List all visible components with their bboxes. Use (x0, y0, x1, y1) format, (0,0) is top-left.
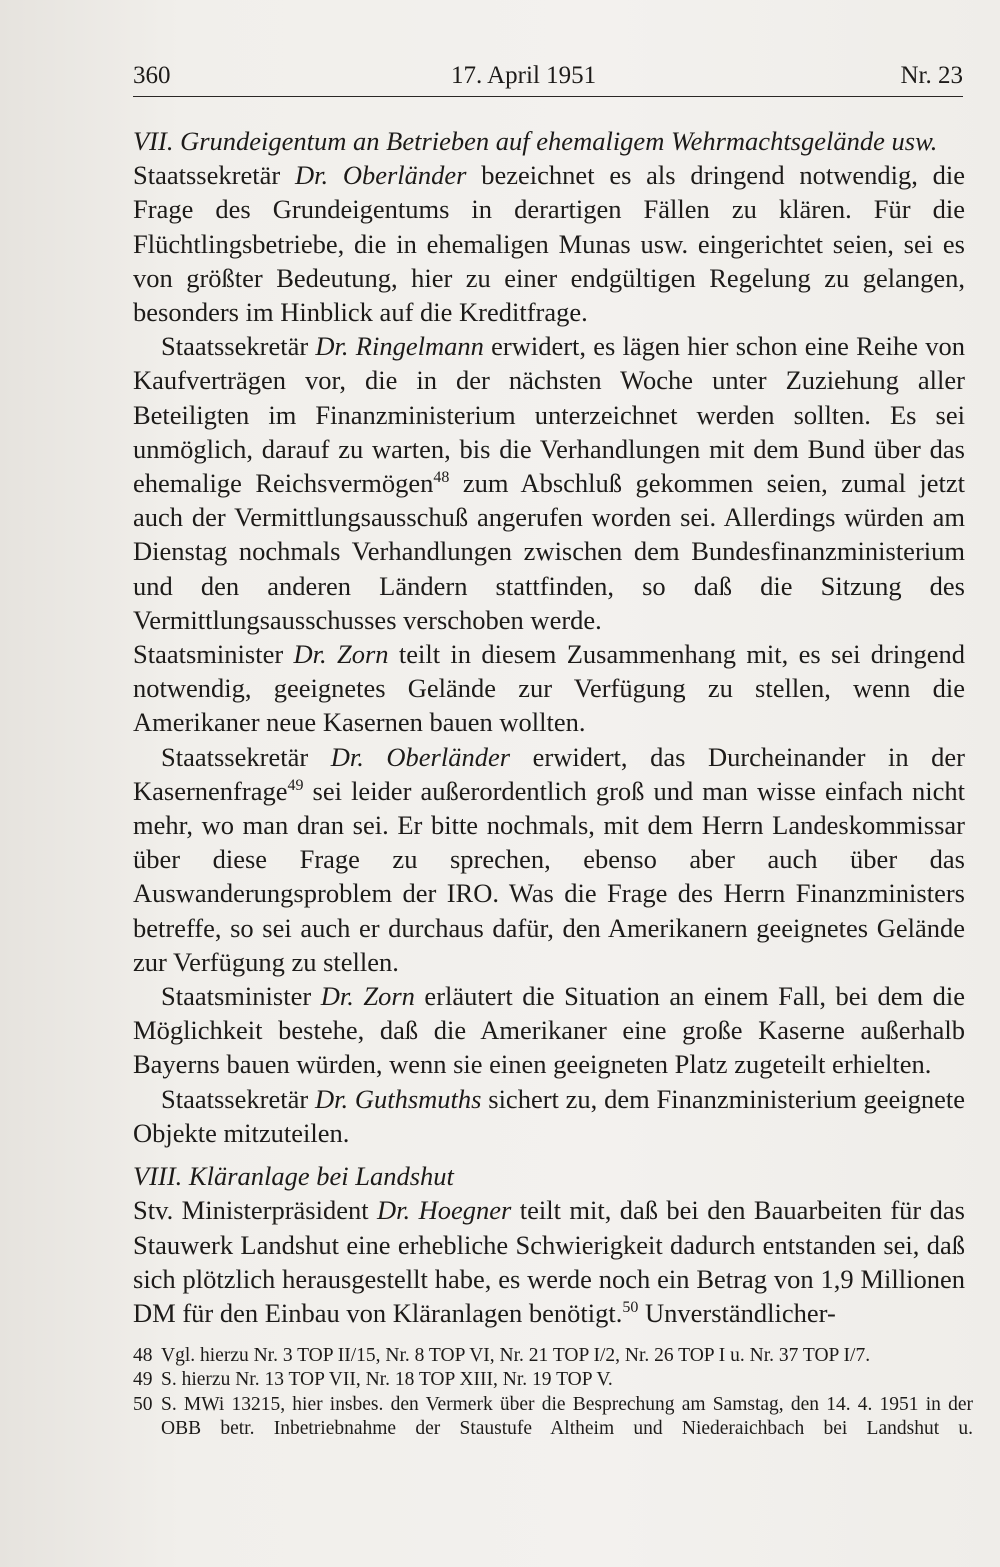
paragraph-text: Staatssekretär (161, 741, 331, 772)
paragraph-text: Staatsminister (161, 981, 321, 1012)
footnote-number: 49 (133, 1369, 153, 1391)
footnotes (133, 1344, 973, 1441)
header-date: 17. April 1951 (451, 62, 597, 89)
footnote-ref[interactable]: 48 (433, 469, 450, 487)
speaker-name: Dr. Ringelmann (315, 331, 484, 362)
speaker-name: Dr. Zorn (320, 981, 415, 1012)
footnote-number: 50 (133, 1393, 153, 1415)
footnote (133, 1368, 973, 1392)
section-heading-viii: VIII. Kläranlage bei Landshut (133, 1161, 454, 1192)
speaker-name: Dr. Hoegner (377, 1195, 512, 1226)
paragraph-text: Staatssekretär (133, 160, 295, 191)
paragraph (133, 1193, 965, 1330)
footnote-text: S. hierzu Nr. 13 TOP VII, Nr. 18 TOP XIII, Nr. 19 TOP V. (161, 1369, 613, 1391)
paragraph-text: Staatssekretär (161, 331, 316, 362)
speaker-name: Dr. Zorn (293, 639, 389, 670)
paragraph-text: Staatssekretär (161, 1083, 315, 1114)
speaker-name: Dr. Oberländer (330, 741, 511, 772)
footnote (133, 1393, 973, 1442)
section-heading-vii: VII. Grundeigentum an Betrieben auf ehemaligem Wehrmachtsgelände usw. (133, 126, 938, 156)
footnote-text: S. MWi 13215, hier insbes. den Vermerk über die Besprechung am Samstag, den 14. 4. 1951 in der OBB betr. Inbetriebnahme der Staustufe Altheim und Niederaichbach bei Landshut u. (161, 1393, 973, 1439)
paragraph (133, 329, 965, 637)
speaker-name: Dr. Guthsmuths (314, 1083, 482, 1114)
paragraph-text: erläutert die Situation an einem Fall, bei dem die Möglichkeit bestehe, daß die Amerikaner eine große Kaserne außerhalb Bayerns bauen würden, wenn sie einen geeigneten Platz zugeteilt erhielten. (133, 981, 965, 1080)
paragraph-text: sei leider außerordentlich groß und man wisse einfach nicht mehr, wo man dran sei. Er bitte nochmals, mit dem Herrn Landeskommissar über diese Frage zu sprechen, ebenso aber auch über das Auswanderungsproblem der IRO. Was die Frage des Herrn Finanzministers betreffe, so sei auch er durchaus dafür, den Amerikanern geeignetes Gelände zur Verfügung zu stellen. (133, 775, 965, 977)
paragraph (133, 158, 965, 329)
header-rule (133, 96, 963, 97)
paragraph (133, 979, 965, 1082)
footnote-text: Vgl. hierzu Nr. 3 TOP II/15, Nr. 8 TOP VI, Nr. 21 TOP I/2, Nr. 26 TOP I u. Nr. 37 TOP I/7. (161, 1345, 871, 1366)
paragraph-text: teilt in diesem Zusammenhang mit, es sei dringend notwendig, geeignetes Gelände zur Verfügung zu stellen, wenn die Amerikaner neue Kasernen bauen wollten. (133, 639, 965, 738)
paragraph (133, 1082, 965, 1150)
paragraph-text: Staatsminister (133, 639, 294, 670)
main-text (133, 124, 965, 1330)
page-number: 360 (133, 62, 171, 89)
paragraph-text: Stv. Ministerpräsident (133, 1195, 378, 1226)
running-header (133, 60, 963, 94)
paragraph-text: Unverständlicher- (638, 1297, 836, 1328)
paragraph-text: sichert zu, dem Finanzministerium geeignete Objekte mitzuteilen. (133, 1083, 965, 1148)
issue-number: Nr. 23 (900, 62, 963, 89)
paragraph (133, 637, 965, 740)
footnote (133, 1344, 973, 1368)
paragraph (133, 740, 965, 979)
footnote-ref[interactable]: 50 (622, 1298, 639, 1316)
footnote-ref[interactable]: 49 (287, 776, 304, 794)
section-spacer (133, 1150, 965, 1159)
paragraph-text: teilt mit, daß bei den Bauarbeiten für das Stauwerk Landshut eine erhebliche Schwierigkeit dadurch entstanden sei, daß sich plötzlich herausgestellt habe, es werde noch ein Betrag von 1,9 Millionen DM für den Einbau von Kläranlagen benötigt. (133, 1195, 965, 1328)
paragraph-text: zum Abschluß gekommen seien, zumal jetzt auch der Vermittlungsausschuß angerufen worden sei. Allerdings würden am Dienstag nochmals Verhandlungen zwischen dem Bundesfinanzministerium und den anderen Ländern stattfinden, so daß die Sitzung des Vermittlungsausschusses verschoben werde. (133, 468, 965, 635)
paragraph-text: erwidert, das Durcheinander in der Kasernenfrage (133, 741, 965, 806)
footnote-number: 48 (133, 1345, 153, 1366)
speaker-name: Dr. Oberländer (294, 160, 467, 191)
paragraph-text: bezeichnet es als dringend notwendig, die Frage des Grundeigentums in derartigen Fällen zu klären. Für die Flüchtlingsbetriebe, die in ehemaligen Munas usw. eingerichtet seien, sei es von größter Bedeutung, hier zu einer endgültigen Regelung zu gelangen, besonders im Hinblick auf die Kreditfrage. (133, 160, 965, 328)
paragraph-text: erwidert, es lägen hier schon eine Reihe von Kaufverträgen vor, die in der nächsten Woche unter Zuziehung aller Beteiligten im Finanzministerium unterzeichnet werden sollten. Es sei unmöglich, darauf zu warten, bis die Verhandlungen mit dem Bund über das ehemalige Reichsvermögen (133, 331, 965, 499)
